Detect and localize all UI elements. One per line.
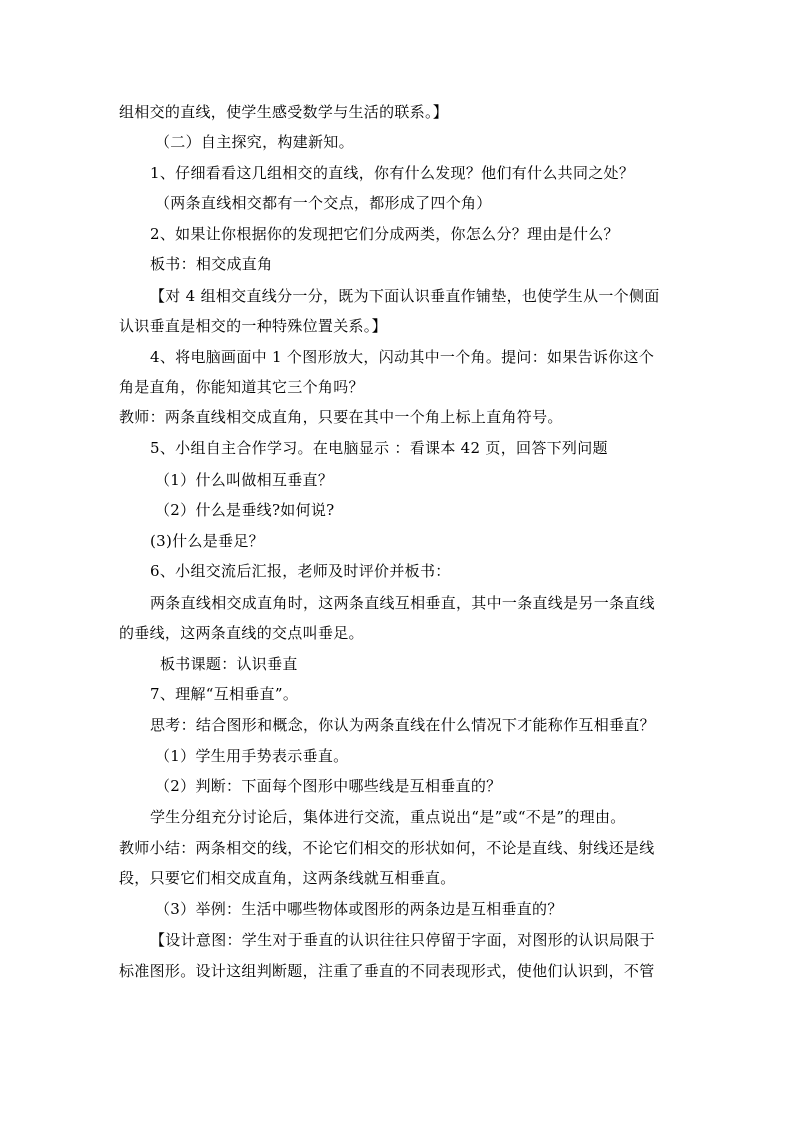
text-line: 角是直角，你能知道其它三个角吗？ [119,378,364,396]
text-line: 两条直线相交成直角时，这两条直线互相垂直，其中一条直线是另一条直线 [150,594,655,612]
text-line: 组相交的直线，使学生感受数学与生活的联系。】 [119,103,449,121]
text-line: （二）自主探究，构建新知。 [155,133,354,151]
text-line: （1）什么叫做相互垂直？ [155,471,334,489]
text-line: 2、如果让你根据你的发现把它们分成两类，你怎么分？理由是什么？ [150,225,619,243]
text-line: 【设计意图：学生对于垂直的认识往往只停留于字面，对图形的认识局限于 [150,931,655,949]
text-line: 教师：两条直线相交成直角，只要在其中一个角上标上直角符号。 [119,408,563,426]
text-line: 教师小结：两条相交的线，不论它们相交的形状如何，不论是直线、射线还是线 [119,839,655,857]
text-line: 思考：结合图形和概念，你认为两条直线在什么情况下才能称作互相垂直？ [150,716,655,734]
text-line: 5、小组自主合作学习。在电脑显示 ：看课本 42 页，回答下列问题 [150,439,608,457]
text-line: 4、将电脑画面中 1 个图形放大，闪动其中一个角。提问：如果告诉你这个 [150,348,655,366]
text-line: 段，只要它们相交成直角，这两条线就互相垂直。 [119,869,456,887]
text-line: 6、小组交流后汇报，老师及时评价并板书： [150,562,451,580]
text-line: （3）举例：生活中哪些物体或图形的两条边是互相垂直的？ [155,900,563,918]
text-line: 学生分组充分讨论后，集体进行交流，重点说出“是”或“不是”的理由。 [150,808,626,826]
text-line: 标准图形。设计这组判断题，注重了垂直的不同表现形式，使他们认识到，不管 [119,962,655,980]
text-line: 认识垂直是相交的一种特殊位置关系。】 [119,317,387,335]
text-line: （2）判断：下面每个图形中哪些线是互相垂直的？ [155,777,502,795]
text-line: 板书课题：认识垂直 [160,655,298,673]
text-line: 【对 4 组相交直线分一分，既为下面认识垂直作铺垫，也使学生从一个侧面 [150,287,660,305]
text-line: 1、仔细看看这几组相交的直线，你有什么发现？他们有什么共同之处？ [150,164,635,182]
text-line: (3)什么是垂足？ [150,532,264,550]
text-line: 板书：相交成直角 [150,255,273,273]
text-line: 的垂线，这两条直线的交点叫垂足。 [119,624,364,642]
text-line: （2）什么是垂线?如何说? [155,501,335,519]
text-line: 7、理解“互相垂直”。 [150,685,299,703]
text-line: （两条直线相交都有一个交点，都形成了四个角） [155,194,492,212]
text-line: （1）学生用手势表示垂直。 [155,747,349,765]
